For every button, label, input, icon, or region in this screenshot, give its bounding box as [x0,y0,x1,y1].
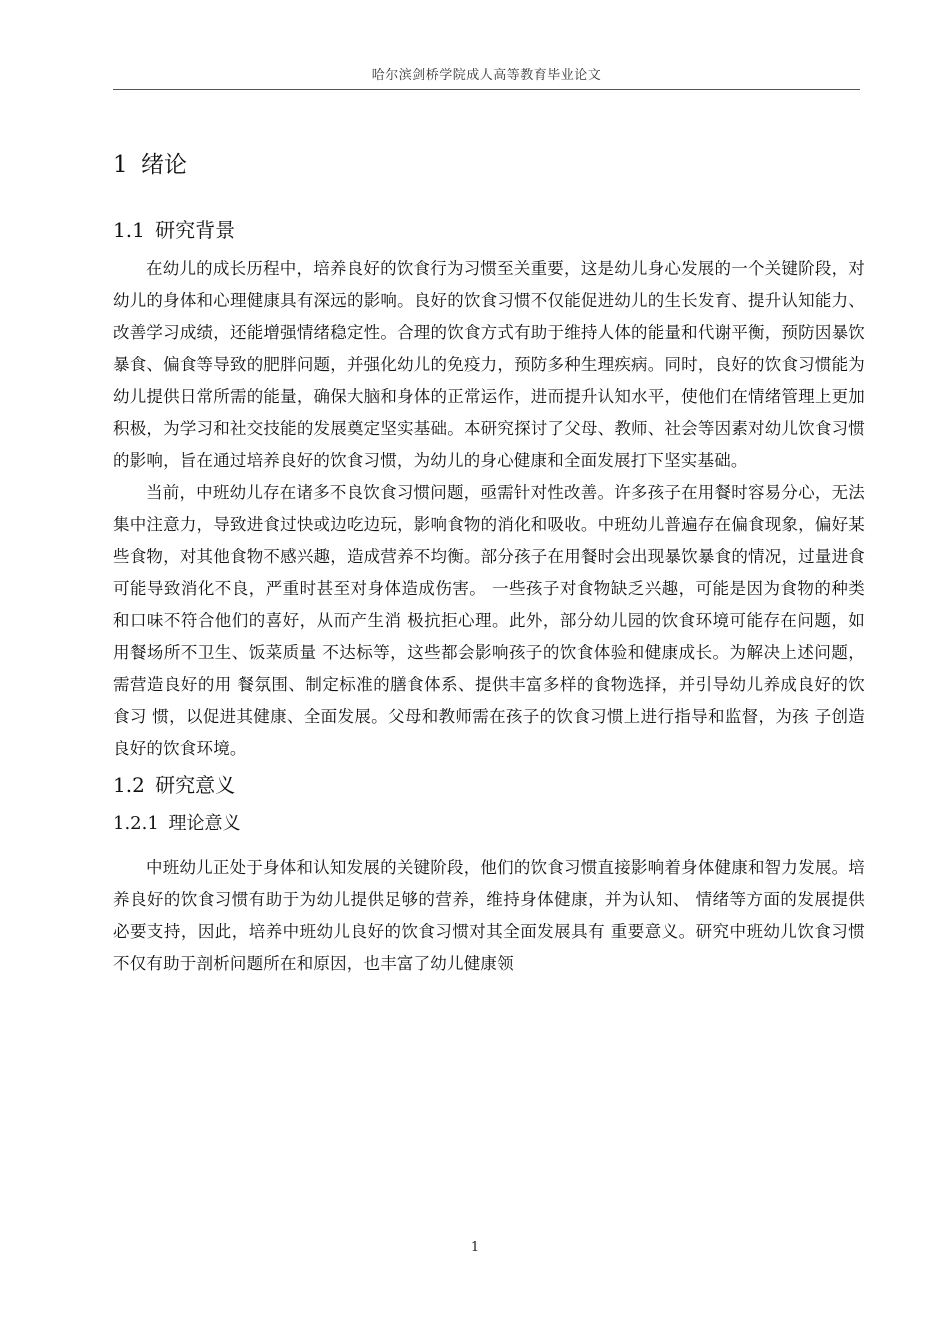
header-divider [113,89,860,90]
chapter-heading: 1 绪论 [113,152,187,178]
subsection-heading-1-2-1: 1.2.1 理论意义 [113,813,241,834]
section-heading-1-2: 1.2 研究意义 [113,773,236,797]
section-heading-1-1: 1.1 研究背景 [113,218,236,242]
running-header: 哈尔滨剑桥学院成人高等教育毕业论文 [371,68,602,83]
page-number: 1 [470,1240,480,1255]
page-body [113,140,865,980]
body-paragraph: 当前，中班幼儿存在诸多不良饮食习惯问题，亟需针对性改善。许多孩子在用餐时容易分心，无法集中注意力，导致进食过快或边吃边玩，影响食物的消化和吸收。中班幼儿普遍存在偏食现象，偏好某些食物，对其他食物不感兴趣，造成营养不均衡。部分孩子在用餐时会出现暴饮暴食的情况，过量进食可能导致消化不良，严重时甚至对身体造成伤害。 一些孩子对食物缺乏兴趣，可能是因为食物的种类和口味不符合他们的喜好，从而产生消 极抗拒心理。此外，部分幼儿园的饮食环境可能存在问题，如用餐场所不卫生、饭菜质量 不达标等，这些都会影响孩子的饮食体验和健康成长。为解决上述问题，需营造良好的用 餐氛围、制定标准的膳食体系、提供丰富多样的食物选择，并引导幼儿养成良好的饮食习 惯，以促进其健康、全面发展。父母和教师需在孩子的饮食习惯上进行指导和监督，为孩 子创造良好的饮食环境。 [113,483,865,758]
body-paragraph: 在幼儿的成长历程中，培养良好的饮食行为习惯至关重要，这是幼儿身心发展的一个关键阶段，对幼儿的身体和心理健康具有深远的影响。良好的饮食习惯不仅能促进幼儿的生长发育、提升认知能力、改善学习成绩，还能增强情绪稳定性。合理的饮食方式有助于维持人体的能量和代谢平衡，预防因暴饮暴食、偏食等导致的肥胖问题，并强化幼儿的免疫力，预防多种生理疾病。同时，良好的饮食习惯能为幼儿提供日常所需的能量，确保大脑和身体的正常运作，进而提升认知水平，使他们在情绪管理上更加积极，为学习和社交技能的发展奠定坚实基础。本研究探讨了父母、教师、社会等因素对幼儿饮食习惯的影响，旨在通过培养良好的饮食习惯，为幼儿的身心健康和全面发展打下坚实基础。 [113,259,865,470]
body-paragraph: 中班幼儿正处于身体和认知发展的关键阶段，他们的饮食习惯直接影响着身体健康和智力发展。培养良好的饮食习惯有助于为幼儿提供足够的营养，维持身体健康，并为认知、 情绪等方面的发展提供必要支持，因此，培养中班幼儿良好的饮食习惯对其全面发展具有 重要意义。研究中班幼儿饮食习惯不仅有助于剖析问题所在和原因，也丰富了幼儿健康领 [113,858,865,973]
